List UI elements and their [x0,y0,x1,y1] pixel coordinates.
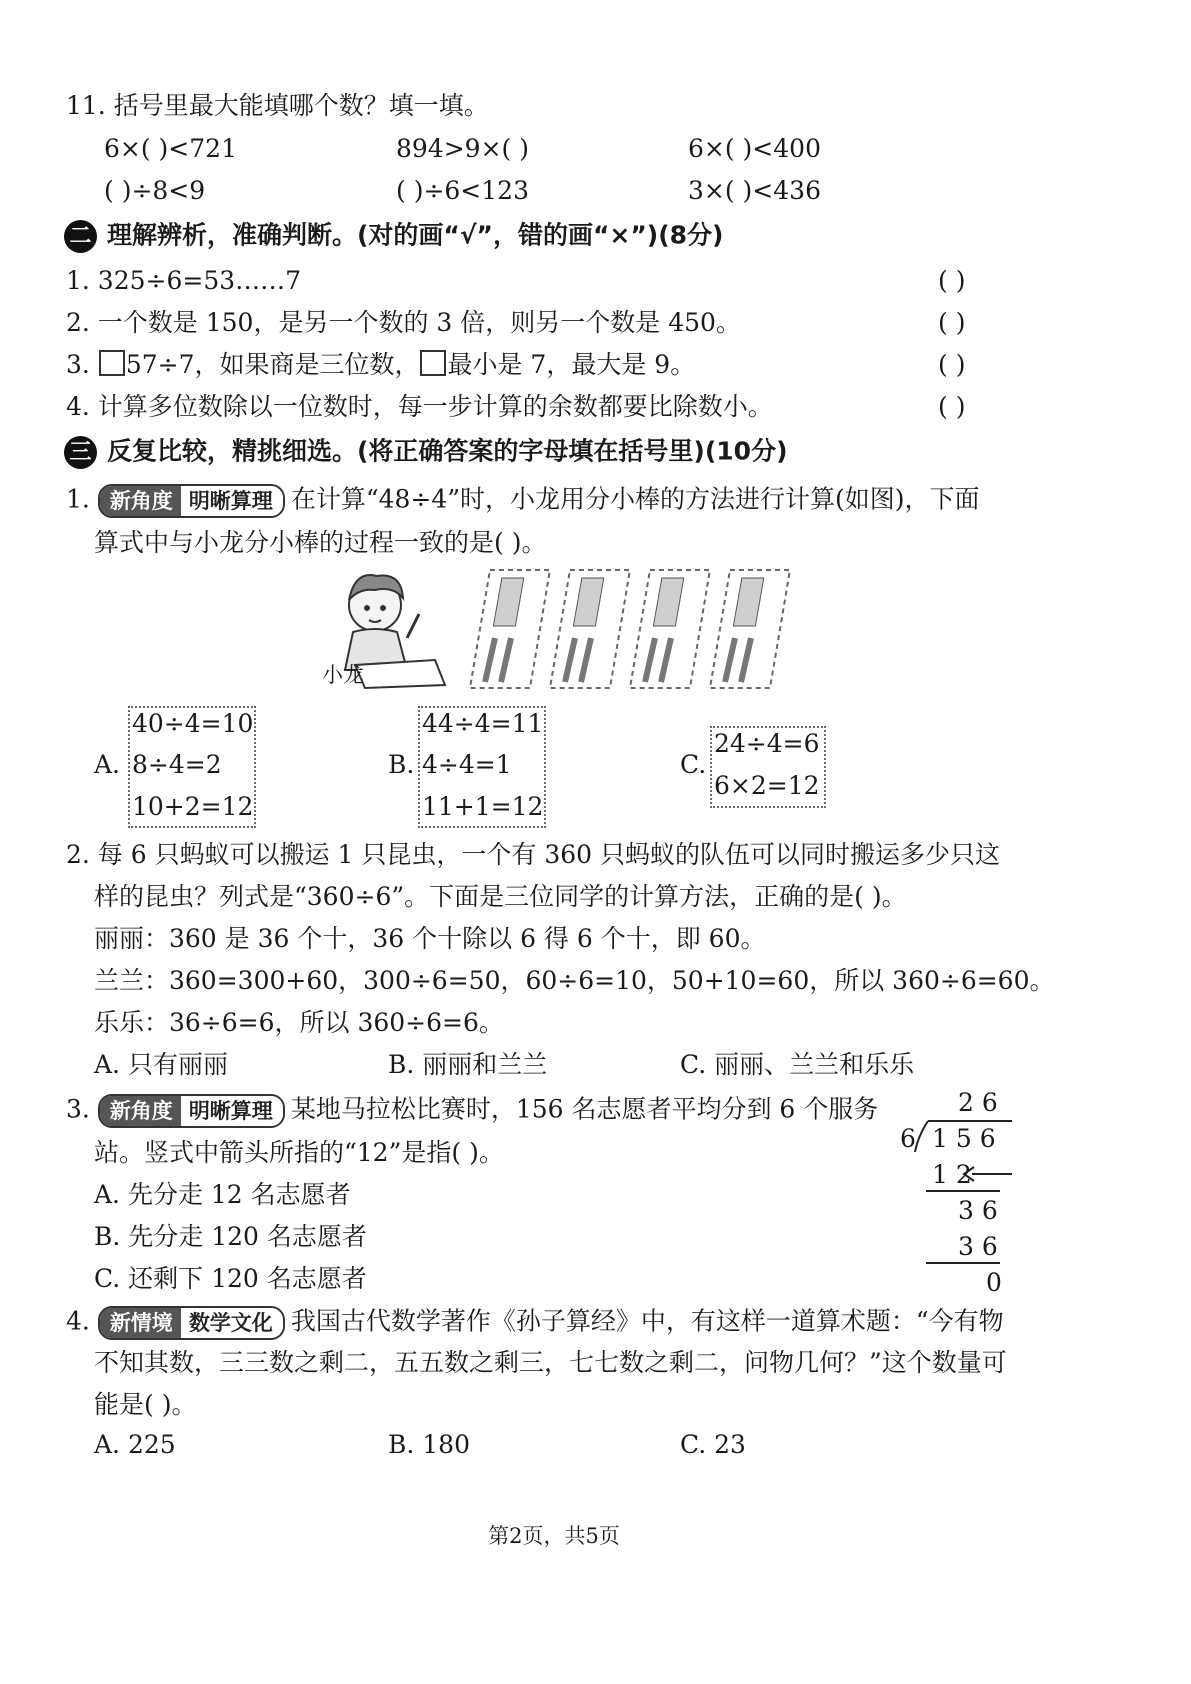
tag-right: 数学文化 [181,1308,283,1338]
stick-group-1 [470,570,550,688]
new-angle-tag [98,1094,285,1128]
s3-q2-line4: 兰兰：360=300+60，300÷6=50，60÷6=10，50+10=60，所以 360÷6=60。 [94,966,1055,995]
arrow-head-icon [962,1166,976,1182]
s2-answer-1[interactable]: ( ) [938,266,966,295]
q11-r2c1: ( )÷8<9 [104,176,206,205]
q11-r1c3: 6×( )<400 [688,134,821,163]
q11-r2c2: ( )÷6<123 [396,176,529,205]
s2-answer-4[interactable]: ( ) [938,392,966,421]
blank-box-icon [420,350,446,376]
section3-heading [64,436,788,469]
s3-q1-opt-c-1: 24÷4=6 [714,729,820,758]
stick-group-2 [550,570,630,688]
tag-right: 明晰算理 [181,486,283,516]
blank-box-icon [99,350,125,376]
new-angle-tag [98,484,285,518]
tag-left: 新情境 [100,1308,181,1338]
section3-title: 反复比较，精挑细选。(将正确答案的字母填在括号里)(10分) [107,436,788,466]
s3-q3-opt-a[interactable]: A. 先分走 12 名志愿者 [94,1180,351,1209]
s2-item-4: 4. 计算多位数除以一位数时，每一步计算的余数都要比除数小。 [66,392,773,421]
tag-left: 新角度 [100,1096,181,1126]
s3-q3-text1: 某地马拉松比赛时，156 名志愿者平均分到 6 个服务 [290,1094,879,1124]
division-divisor: 6 [900,1124,916,1153]
s3-q2-line1: 2. 每 6 只蚂蚁可以搬运 1 只昆虫，一个有 360 只蚂蚁的队伍可以同时搬运多少只这 [66,840,1001,869]
s3-q1-opt-a-2: 8÷4=2 [132,750,222,779]
s3-q1-opt-b-2: 4÷4=1 [422,750,512,779]
division-step3: 3 6 [958,1232,998,1261]
stick-group-3 [630,570,710,688]
s3-q2-opt-c[interactable]: C. 丽丽、兰兰和乐乐 [680,1050,915,1079]
s3-q4-text1: 我国古代数学著作《孙子算经》中，有这样一道算术题：“今有物 [290,1306,1004,1336]
s3-q3-line1 [66,1094,878,1128]
section2-heading [64,220,723,253]
s3-q2-opt-b[interactable]: B. 丽丽和兰兰 [388,1050,548,1079]
s3-q4-opt-c[interactable]: C. 23 [680,1430,746,1459]
s3-q1-opt-a-3: 10+2=12 [132,792,254,821]
s3-q2-line3: 丽丽：360 是 36 个十，36 个十除以 6 得 6 个十，即 60。 [94,924,766,953]
s3-q1-opt-a-1: 40÷4=10 [132,709,254,738]
division-bracket-curve [914,1120,930,1154]
s3-q1-opt-a-label: A. [94,750,121,779]
s3-q4-opt-a[interactable]: A. 225 [94,1430,176,1459]
s2-answer-2[interactable]: ( ) [938,308,966,337]
s2-item-3-a: 57÷7，如果商是三位数， [125,350,420,379]
division-rule-1 [926,1190,1000,1192]
section2-number: 二 [64,220,97,253]
s3-q4-line2: 不知其数，三三数之剩二，五五数之剩三，七七数之剩二，问物几何？”这个数量可 [94,1348,1007,1377]
s3-q2-line2: 样的昆虫？列式是“360÷6”。下面是三位同学的计算方法，正确的是( )。 [94,882,907,911]
s3-q1-line1 [66,484,980,518]
division-dividend: 1 5 6 [932,1124,996,1153]
s3-q1-opt-c-2: 6×2=12 [714,771,820,800]
s3-q1-opt-b-label: B. [388,750,415,779]
s3-q3-opt-b[interactable]: B. 先分走 120 名志愿者 [94,1222,367,1251]
s3-q4-opt-b[interactable]: B. 180 [388,1430,470,1459]
s3-q2-line5: 乐乐：36÷6=6，所以 360÷6=6。 [94,1008,504,1037]
division-quotient: 2 6 [958,1088,998,1117]
division-step2: 3 6 [958,1196,998,1225]
q11-r2c3: 3×( )<436 [688,176,821,205]
new-context-tag [98,1306,285,1340]
boy-label: 小龙 [322,663,364,687]
s2-item-3-b: 最小是 7，最大是 9。 [447,350,696,379]
s2-answer-3[interactable]: ( ) [938,350,966,379]
s3-q3-num: 3. [66,1094,90,1124]
s3-q1-opt-b-3: 11+1=12 [422,792,544,821]
q11-r1c2: 894>9×( ) [396,134,529,163]
s3-q1-line2: 算式中与小龙分小棒的过程一致的是( )。 [94,528,547,557]
s2-item-3-num: 3. [66,350,98,379]
s2-item-1: 1. 325÷6=53……7 [66,266,302,295]
s2-item-2: 2. 一个数是 150，是另一个数的 3 倍，则另一个数是 450。 [66,308,741,337]
s3-q4-line3: 能是( )。 [94,1390,197,1419]
tag-left: 新角度 [100,486,181,516]
page-footer: 第2页，共5页 [488,1524,620,1548]
q11-title: 11. 括号里最大能填哪个数？填一填。 [66,91,489,120]
stick-group-4 [710,570,790,688]
s3-q1-opt-b-1: 44÷4=11 [422,709,544,738]
s3-q4-num: 4. [66,1306,90,1336]
s3-q3-line2: 站。竖式中箭头所指的“12”是指( )。 [94,1138,504,1167]
section3-number: 三 [64,436,97,469]
s3-q4-line1 [66,1306,1004,1340]
s3-q1-text1: 在计算“48÷4”时，小龙用分小棒的方法进行计算(如图)，下面 [290,484,980,514]
arrow-icon [972,1173,1012,1175]
s3-q1-num: 1. [66,484,90,514]
sticks-illustration [315,560,795,695]
division-step1: 1 2 [932,1160,972,1189]
division-rule-2 [926,1262,1000,1264]
s2-item-3 [66,350,695,380]
q11-r1c1: 6×( )<721 [104,134,237,163]
s3-q1-opt-c-label: C. [680,750,707,779]
s3-q2-opt-a[interactable]: A. 只有丽丽 [94,1050,228,1079]
division-remainder: 0 [986,1268,1002,1297]
section2-title: 理解辨析，准确判断。(对的画“√”，错的画“×”)(8分) [107,220,724,250]
division-bracket-top [928,1120,1012,1122]
tag-right: 明晰算理 [181,1096,283,1126]
s3-q3-opt-c[interactable]: C. 还剩下 120 名志愿者 [94,1264,367,1293]
